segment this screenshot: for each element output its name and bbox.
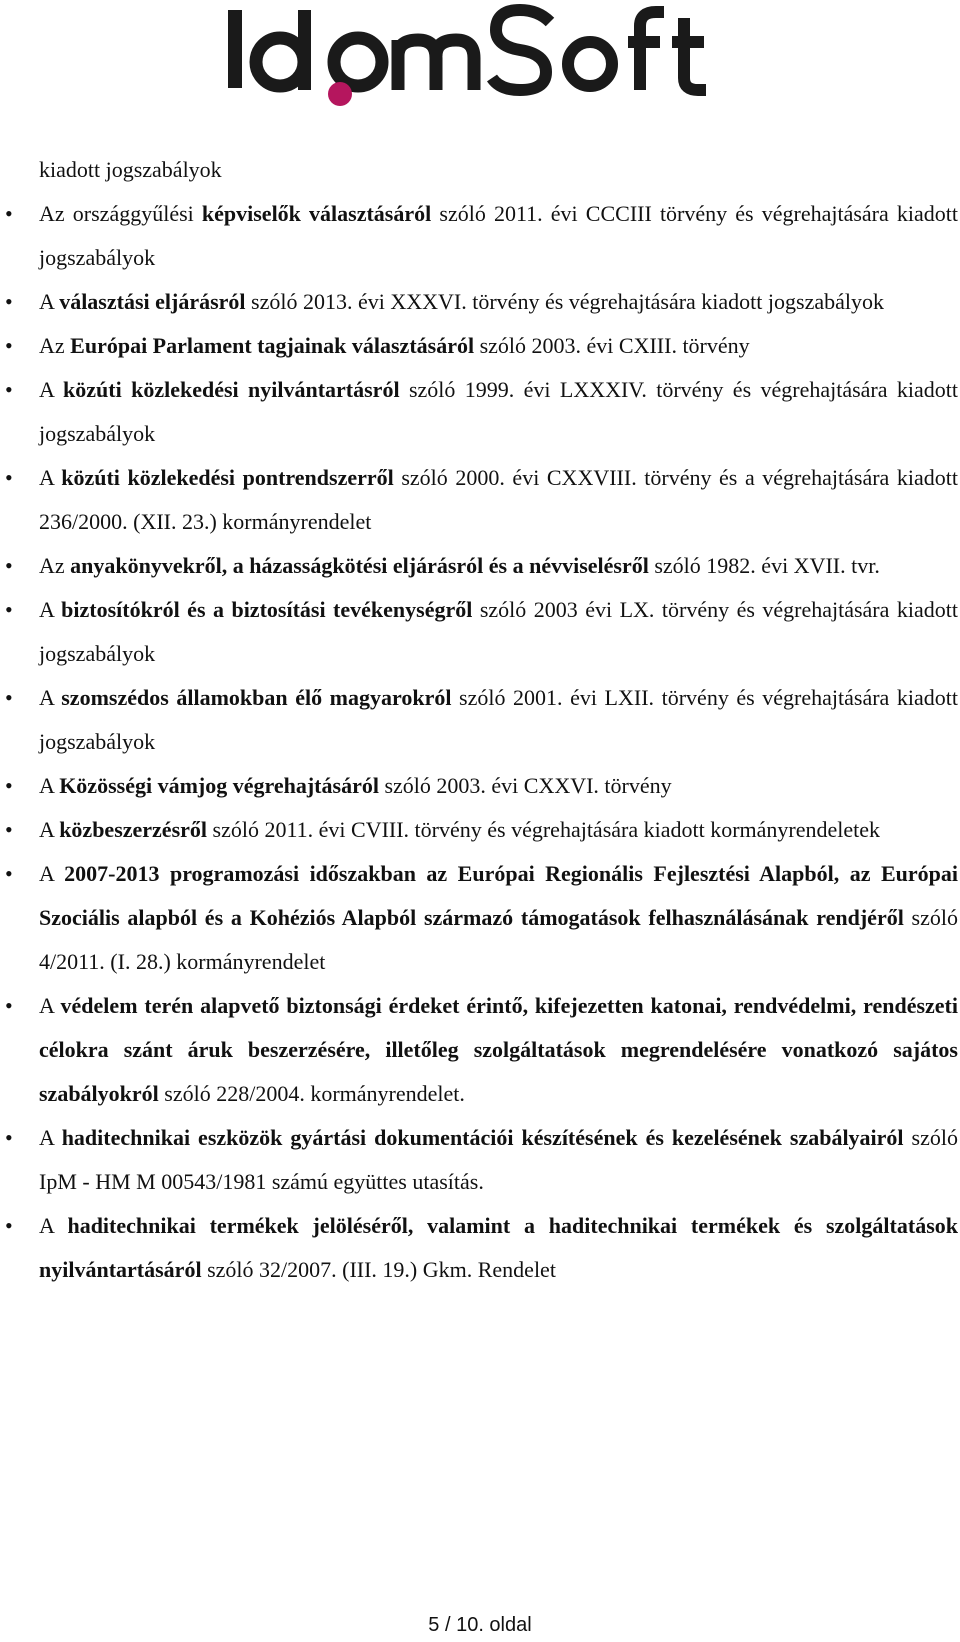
bullet-icon: • <box>5 685 13 710</box>
page-header <box>0 0 960 130</box>
page-footer <box>0 1614 960 1637</box>
law-text: Az <box>39 333 71 358</box>
law-title: közúti közlekedési pontrendszerről <box>61 465 394 490</box>
law-text: szóló 2011. évi CCCIII törvény és végrehajtására kiadott jogszabályok <box>39 201 959 270</box>
list-item-text <box>39 1204 958 1292</box>
law-text: szóló IpM - HM M 00543/1981 számú együttes utasítás. <box>39 1125 958 1194</box>
law-text: szóló 1982. évi XVII. tvr. <box>648 553 880 578</box>
lead-text: kiadott jogszabályok <box>39 157 222 182</box>
law-text: szóló 228/2004. kormányrendelet. <box>158 1081 465 1106</box>
law-title: haditechnikai termékek jelöléséről, valamint a haditechnikai termékek és szolgáltatások nyilvántartásáról <box>39 1213 958 1282</box>
law-title: Európai Parlament tagjainak választásáról <box>70 333 475 358</box>
list-item-text <box>39 192 958 280</box>
law-text: A <box>39 1213 68 1238</box>
law-text: szóló 2003 évi LX. törvény és végrehajtására kiadott jogszabályok <box>39 597 958 666</box>
bullet-icon: • <box>5 201 13 226</box>
bullet-icon: • <box>5 773 13 798</box>
law-title: szomszédos államokban élő magyarokról <box>61 685 452 710</box>
bullet-icon: • <box>5 553 13 578</box>
list-item-text <box>39 852 958 984</box>
list-item <box>5 544 958 588</box>
list-item <box>5 368 958 456</box>
law-text: A <box>39 685 62 710</box>
law-text: A <box>39 1125 62 1150</box>
law-title: anyakönyvekről, a házasságkötési eljárásról és a névviselésről <box>70 553 649 578</box>
law-title: Közösségi vámjog végrehajtásáról <box>59 773 379 798</box>
law-title: védelem terén alapvető biztonsági érdeket érintő, kifejezetten katonai, rendvédelmi, rendészeti célokra szánt áruk beszerzésére, illetőleg szolgáltatások megrendelésére vonatkozó sajátos szabályokról <box>39 993 958 1106</box>
law-text: szóló 2001. évi LXII. törvény és végrehajtására kiadott jogszabályok <box>39 685 958 754</box>
law-text: szóló 2013. évi XXXVI. törvény és végrehajtására kiadott jogszabályok <box>245 289 884 314</box>
list-item <box>5 676 958 764</box>
law-text: Az <box>39 553 71 578</box>
list-item-text <box>39 1116 958 1204</box>
list-item-text <box>39 984 958 1116</box>
law-text: A <box>39 289 60 314</box>
list-item <box>5 984 958 1116</box>
idomsoft-logo <box>228 2 728 122</box>
list-item-text <box>39 676 958 764</box>
list-item-text <box>39 588 958 676</box>
law-list <box>5 192 959 1292</box>
law-text: szóló 2011. évi CVIII. törvény és végrehajtására kiadott kormányrendeletek <box>207 817 881 842</box>
list-item-text <box>39 280 958 324</box>
list-item-text <box>39 764 958 808</box>
list-item-text <box>39 544 958 588</box>
list-item <box>5 1116 958 1204</box>
law-text: A <box>39 817 60 842</box>
list-item <box>5 1204 958 1292</box>
law-text: A <box>39 377 64 402</box>
list-item-text <box>39 368 958 456</box>
page-indicator: 5 / 10. oldal <box>428 1614 532 1636</box>
bullet-icon: • <box>5 1213 13 1238</box>
bullet-icon: • <box>5 993 13 1018</box>
law-text: A <box>39 597 62 622</box>
bullet-icon: • <box>5 289 13 314</box>
list-item <box>5 324 958 368</box>
law-text: Az országgyűlési <box>39 201 202 226</box>
list-item <box>5 852 958 984</box>
bullet-icon: • <box>5 377 13 402</box>
law-text: szóló 2003. évi CXXVI. törvény <box>378 773 672 798</box>
law-title: választási eljárásról <box>59 289 246 314</box>
law-title: közbeszerzésről <box>59 817 208 842</box>
list-item-text <box>39 456 958 544</box>
bullet-icon: • <box>5 465 13 490</box>
law-text: szóló 1999. évi LXXXIV. törvény és végrehajtására kiadott jogszabályok <box>39 377 958 446</box>
list-item <box>5 588 958 676</box>
law-title: haditechnikai eszközök gyártási dokumentációi készítésének és kezelésének szabályairól <box>61 1125 904 1150</box>
list-item <box>5 192 959 280</box>
law-text: szóló 2003. évi CXIII. törvény <box>474 333 750 358</box>
list-item <box>5 808 958 852</box>
bullet-icon: • <box>5 1125 13 1150</box>
law-text: szóló 4/2011. (I. 28.) kormányrendelet <box>39 905 958 974</box>
bullet-icon: • <box>5 861 13 886</box>
law-text: A <box>39 861 65 886</box>
bullet-icon: • <box>5 817 13 842</box>
law-title: képviselők választásáról <box>201 201 432 226</box>
list-item-text <box>39 808 958 852</box>
list-item-text <box>39 324 958 368</box>
document-body <box>5 148 959 1292</box>
law-title: közúti közlekedési nyilvántartásról <box>63 377 400 402</box>
law-text: szóló 2000. évi CXXVIII. törvény és a végrehajtására kiadott 236/2000. (XII. 23.) kormányrendelet <box>39 465 958 534</box>
law-text: A <box>39 773 60 798</box>
bullet-icon: • <box>5 597 13 622</box>
law-text: A <box>39 465 62 490</box>
law-text: A <box>39 993 61 1018</box>
law-text: szóló 32/2007. (III. 19.) Gkm. Rendelet <box>201 1257 556 1282</box>
bullet-icon: • <box>5 333 13 358</box>
law-title: 2007-2013 programozási időszakban az Európai Regionális Fejlesztési Alapból, az Európai Szociális alapból és a Kohéziós Alapból származó támogatások felhasználásának rendjéről <box>39 861 958 930</box>
list-item <box>5 764 958 808</box>
list-item <box>5 456 958 544</box>
list-item <box>5 280 958 324</box>
law-title: biztosítókról és a biztosítási tevékenységről <box>61 597 473 622</box>
